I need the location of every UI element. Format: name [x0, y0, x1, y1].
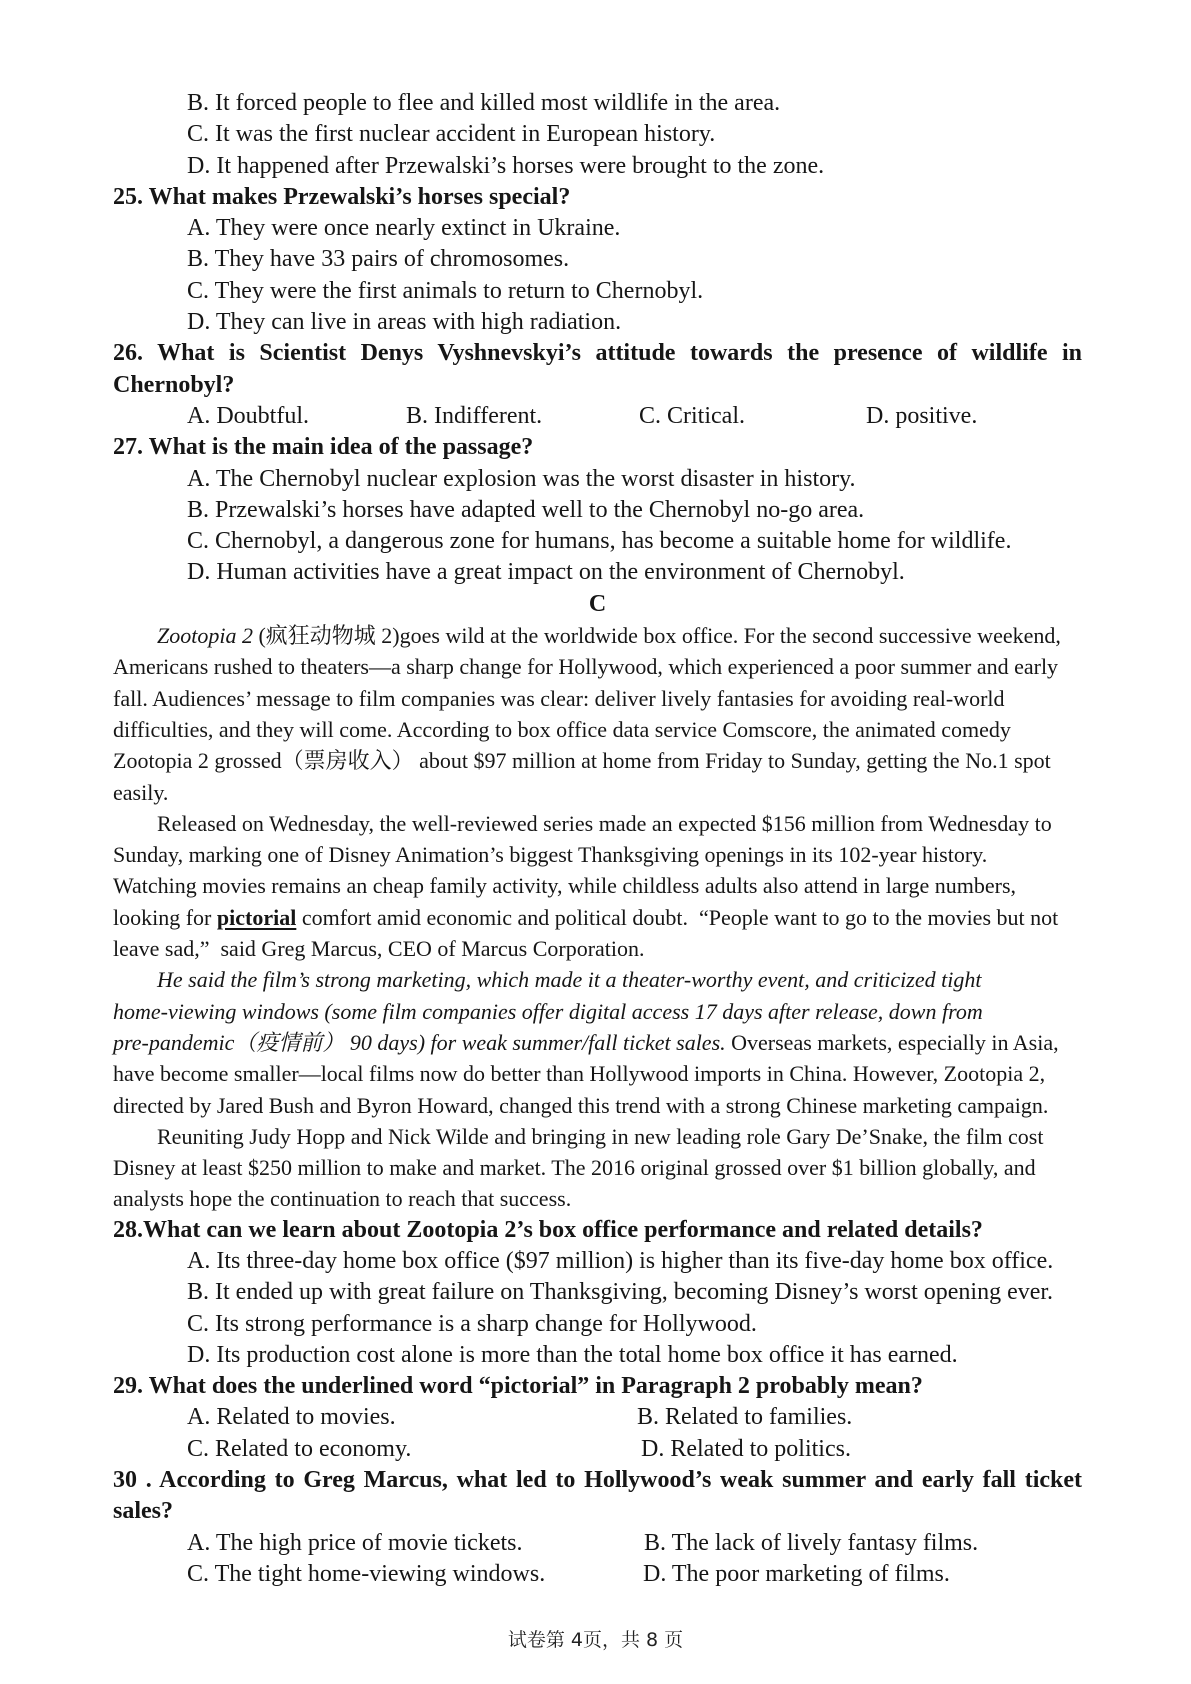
answer-option: C. Its strong performance is a sharp change for Hollywood. [187, 1310, 757, 1337]
passage-line: Reuniting Judy Hopp and Nick Wilde and bringing in new leading role Gary De’Snake, the film cost [157, 1123, 1044, 1149]
italic-title: Zootopia 2 [157, 623, 253, 649]
passage-line: difficulties, and they will come. According to box office data service Comscore, the animated comedy [113, 716, 1011, 742]
answer-option: B. Indifferent. [406, 402, 543, 429]
answer-option: D. It happened after Przewalski’s horses were brought to the zone. [187, 152, 825, 179]
answer-option: B. It ended up with great failure on Thanksgiving, becoming Disney’s worst opening ever. [187, 1279, 1054, 1306]
question-stem: 27. What is the main idea of the passage? [113, 434, 534, 461]
answer-option: D. Human activities have a great impact on the environment of Chernobyl. [187, 559, 905, 586]
answer-option: B. Przewalski’s horses have adapted well to the Chernobyl no-go area. [187, 496, 865, 523]
answer-option: A. Doubtful. [187, 402, 309, 429]
passage-line: Watching movies remains an cheap family activity, while childless adults also attend in large numbers, [113, 873, 1017, 899]
answer-option: C. It was the first nuclear accident in European history. [187, 121, 716, 148]
passage-line: Americans rushed to theaters—a sharp change for Hollywood, which experienced a poor summer and early [113, 654, 1059, 680]
answer-option: A. The Chernobyl nuclear explosion was the worst disaster in history. [187, 465, 856, 492]
passage-line: leave sad,” said Greg Marcus, CEO of Marcus Corporation. [113, 936, 645, 962]
options-row [113, 1559, 1082, 1590]
passage-line: home-viewing windows (some film companies offer digital access 17 days after release, down from [113, 998, 983, 1024]
answer-option: A. Related to movies. [187, 1404, 396, 1431]
question-stem: 30 . According to Greg Marcus, what led to Hollywood’s weak summer and early fall ticket sales? [113, 1467, 1082, 1525]
answer-option: D. The poor marketing of films. [643, 1560, 950, 1587]
question-stem: 29. What does the underlined word “pictorial” in Paragraph 2 probably mean? [113, 1373, 923, 1400]
question-30 [113, 1465, 1082, 1590]
passage-paragraph-4 [113, 1121, 1082, 1215]
answer-option: C. Chernobyl, a dangerous zone for humans, has become a suitable home for wildlife. [187, 528, 1012, 555]
answer-option: D. Its production cost alone is more than the total home box office it has earned. [187, 1341, 958, 1368]
options-row [113, 1402, 1082, 1433]
answer-option: C. They were the first animals to return to Chernobyl. [187, 277, 704, 304]
passage-line: Disney at least $250 million to make and market. The 2016 original grossed over $1 billion globally, and [113, 1155, 1036, 1181]
answer-option: B. Related to families. [637, 1404, 853, 1431]
line-text: Overseas markets, especially in Asia, [725, 1029, 1059, 1055]
answer-option: A. The high price of movie tickets. [187, 1529, 523, 1556]
section-heading: C [588, 590, 607, 617]
options-row [113, 1528, 1082, 1559]
passage-line: He said the film’s strong marketing, which made it a theater-worthy event, and criticized tight [157, 967, 982, 993]
passage-paragraph-1 [113, 620, 1082, 808]
question-stem: 26. What is Scientist Denys Vyshnevskyi’s attitude towards the presence of wildlife in Chernobyl? [113, 340, 1082, 398]
answer-option: C. The tight home-viewing windows. [187, 1560, 546, 1587]
passage-line: Released on Wednesday, the well-reviewed series made an expected $156 million from Wednesday to [157, 810, 1052, 836]
page-content [113, 88, 1082, 1590]
question-26 [113, 338, 1082, 432]
underlined-word: pictorial [216, 904, 297, 930]
answer-option: A. They were once nearly extinct in Ukraine. [187, 215, 621, 242]
passage-line: easily. [113, 779, 169, 805]
answer-option: B. They have 33 pairs of chromosomes. [187, 246, 570, 273]
passage-line [113, 620, 1082, 651]
passage-paragraph-2 [113, 808, 1082, 964]
passage-line: have become smaller—local films now do better than Hollywood imports in China. However, Zootopia 2, [113, 1061, 1046, 1087]
passage-line: analysts hope the continuation to reach that success. [113, 1186, 572, 1212]
line-text: looking for [113, 904, 217, 930]
question-25 [113, 182, 1082, 338]
passage-line: Sunday, marking one of Disney Animation’s biggest Thanksgiving openings in its 102-year history. [113, 842, 988, 868]
passage-line: fall. Audiences’ message to film companies was clear: deliver lively fantasies for avoiding real-world [113, 685, 1005, 711]
line-text: comfort amid economic and political doubt. “People want to go to the movies but not [296, 904, 1059, 930]
reading-passage [113, 620, 1082, 1215]
question-29 [113, 1371, 1082, 1465]
passage-paragraph-3 [113, 964, 1082, 1120]
question-24-options [113, 88, 1082, 182]
answer-option: A. Its three-day home box office ($97 million) is higher than its five-day home box office. [187, 1247, 1054, 1274]
answer-option: B. The lack of lively fantasy films. [644, 1529, 979, 1556]
passage-line: Zootopia 2 grossed（票房收入） about $97 million at home from Friday to Sunday, getting the No.1 spot [113, 748, 1051, 774]
passage-line [113, 1027, 1082, 1058]
passage-line: directed by Jared Bush and Byron Howard, changed this trend with a strong Chinese marketing campaign. [113, 1092, 1049, 1118]
question-stem: 28.What can we learn about Zootopia 2’s box office performance and related details? [113, 1216, 983, 1243]
question-28 [113, 1215, 1082, 1371]
answer-option: B. It forced people to flee and killed most wildlife in the area. [187, 90, 781, 116]
question-stem: 25. What makes Przewalski’s horses special? [113, 183, 571, 210]
options-row [113, 401, 1082, 432]
answer-option: D. They can live in areas with high radiation. [187, 309, 622, 336]
passage-line [113, 902, 1082, 933]
answer-option: C. Related to economy. [187, 1435, 412, 1462]
answer-option: D. positive. [866, 402, 978, 429]
line-text: (疯狂动物城 2)goes wild at the worldwide box office. For the second successive weekend, [252, 623, 1061, 649]
italic-text: pre-pandemic（疫情前） 90 days) for weak summer/fall ticket sales. [113, 1029, 726, 1055]
options-row [113, 1434, 1082, 1465]
answer-option: C. Critical. [639, 402, 745, 429]
answer-option: D. Related to politics. [641, 1435, 851, 1462]
question-27 [113, 432, 1082, 588]
page-footer: 试卷第 4页，共 8 页 [507, 1629, 684, 1651]
